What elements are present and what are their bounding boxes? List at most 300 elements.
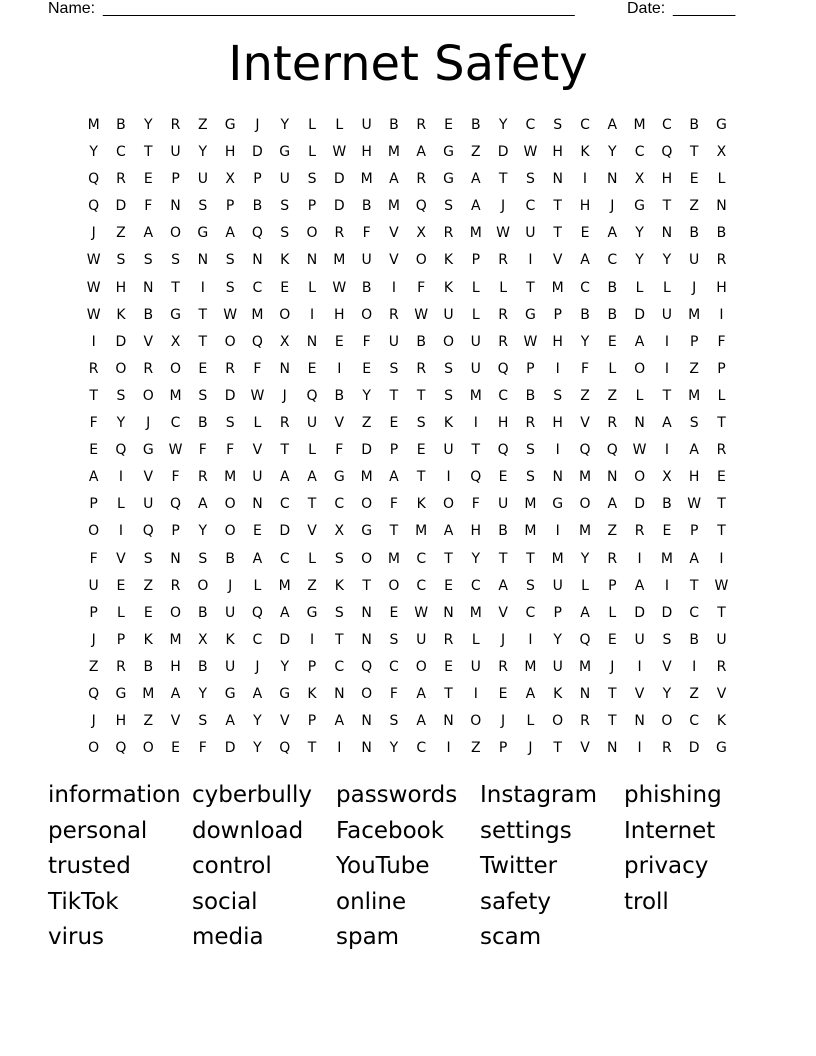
grid-letter: I — [555, 442, 560, 459]
grid-letter: C — [634, 144, 645, 161]
grid-letter: W — [687, 496, 702, 513]
grid-letter: I — [391, 279, 396, 296]
grid-letter: T — [717, 415, 726, 432]
grid-letter: E — [171, 740, 180, 757]
grid-letter: R — [525, 415, 536, 432]
grid-letter: I — [118, 523, 124, 540]
grid-letter: E — [389, 415, 399, 432]
grid-letter: U — [552, 658, 563, 675]
grid-letter: N — [306, 333, 318, 350]
grid-letter: I — [637, 550, 642, 567]
grid-letter: F — [144, 198, 153, 215]
grid-letter: M — [387, 198, 400, 215]
grid-letter: Q — [88, 198, 100, 215]
grid-letter: R — [416, 171, 427, 188]
grid-letter: N — [306, 252, 318, 269]
grid-letter: T — [526, 279, 535, 296]
grid-letter: T — [662, 387, 672, 404]
grid-letter: V — [279, 713, 290, 730]
grid-letter: J — [228, 577, 233, 594]
grid-letter: S — [225, 279, 235, 296]
grid-letter: I — [637, 658, 642, 675]
grid-letter: G — [142, 442, 154, 459]
grid-letter: Q — [251, 604, 263, 621]
grid-letter: T — [444, 685, 453, 702]
grid-letter: V — [116, 550, 126, 567]
name-blank[interactable]: _____________________________________________________ — [103, 0, 575, 17]
grid-letter: M — [551, 279, 564, 296]
grid-letter: M — [142, 685, 155, 702]
grid-letter: Q — [251, 333, 263, 350]
grid-letter: J — [91, 631, 96, 648]
grid-letter: O — [442, 496, 455, 513]
grid-letter: A — [662, 415, 672, 432]
grid-letter: T — [335, 631, 344, 648]
grid-letter: Q — [115, 740, 127, 757]
grid-letter: Z — [88, 658, 99, 675]
grid-letter: V — [143, 333, 154, 350]
grid-letter: U — [361, 252, 372, 269]
grid-letter: O — [470, 713, 482, 730]
grid-letter: V — [389, 225, 399, 242]
grid-letter: A — [198, 496, 208, 513]
grid-letter: H — [470, 523, 482, 540]
grid-letter: O — [115, 360, 127, 377]
grid-letter: D — [279, 631, 291, 648]
grid-letter: M — [360, 171, 373, 188]
grid-letter: S — [116, 387, 126, 404]
grid-letter: U — [225, 658, 236, 675]
grid-letter: H — [661, 171, 673, 188]
grid-letter: W — [168, 442, 183, 459]
grid-letter: M — [578, 523, 592, 540]
grid-letter: Z — [143, 577, 154, 594]
date-blank[interactable]: _______ — [673, 0, 736, 17]
grid-letter: A — [580, 252, 590, 269]
grid-letter: Y — [662, 252, 672, 269]
grid-letter: S — [307, 171, 317, 188]
grid-letter: E — [662, 523, 672, 540]
grid-letter: A — [416, 685, 426, 702]
grid-letter: Z — [607, 523, 618, 540]
grid-letter: F — [89, 415, 98, 432]
grid-letter: T — [498, 171, 508, 188]
grid-letter: Q — [306, 387, 318, 404]
grid-letter: M — [469, 225, 482, 242]
letter-grid — [80, 112, 735, 762]
grid-letter: P — [389, 442, 399, 459]
grid-letter: D — [115, 333, 127, 350]
grid-letter: T — [171, 279, 180, 296]
grid-letter: C — [580, 117, 590, 133]
grid-letter: E — [444, 658, 453, 675]
grid-letter: B — [662, 496, 672, 513]
grid-letter: G — [279, 144, 291, 161]
grid-letter: S — [444, 387, 453, 404]
grid-letter: N — [552, 469, 563, 486]
grid-letter: S — [525, 442, 535, 459]
grid-letter: U — [470, 333, 481, 350]
grid-letter: L — [471, 631, 480, 648]
grid-letter: N — [361, 604, 372, 621]
grid-letter: U — [197, 171, 208, 188]
grid-letter: S — [525, 171, 535, 188]
grid-letter: T — [143, 144, 153, 161]
grid-letter: Q — [142, 523, 154, 540]
grid-letter: R — [607, 550, 618, 567]
grid-letter: B — [525, 387, 536, 404]
grid-letter: A — [416, 144, 426, 161]
grid-letter: C — [116, 144, 126, 161]
grid-letter: T — [717, 496, 726, 513]
grid-letter: G — [716, 740, 727, 757]
grid-letter: B — [116, 117, 126, 133]
grid-letter: M — [251, 306, 264, 323]
grid-letter: G — [443, 171, 454, 188]
grid-letter: X — [279, 333, 290, 350]
grid-letter: B — [389, 117, 399, 133]
grid-letter: Z — [580, 387, 590, 404]
grid-letter: U — [361, 117, 372, 133]
grid-letter: H — [716, 279, 727, 296]
grid-letter: T — [280, 442, 289, 459]
grid-letter: T — [553, 225, 562, 242]
grid-letter: S — [225, 415, 235, 432]
word-bank-item: Internet — [624, 817, 716, 844]
grid-letter: Y — [89, 144, 98, 161]
grid-letter: D — [252, 144, 263, 161]
grid-letter: U — [252, 469, 263, 486]
grid-letter: T — [608, 713, 617, 730]
grid-letter: P — [553, 306, 562, 323]
grid-letter: N — [607, 740, 618, 757]
grid-letter: P — [689, 333, 699, 350]
grid-letter: T — [444, 550, 453, 567]
grid-letter: O — [170, 604, 182, 621]
grid-letter: P — [553, 604, 562, 621]
grid-letter: H — [552, 333, 563, 350]
grid-letter: Z — [607, 387, 618, 404]
grid-letter: R — [389, 306, 399, 323]
grid-letter: F — [389, 685, 398, 702]
grid-letter: V — [307, 523, 317, 540]
grid-letter: M — [660, 550, 673, 567]
grid-letter: P — [253, 171, 262, 188]
grid-letter: H — [552, 415, 563, 432]
grid-letter: S — [389, 631, 399, 648]
grid-letter: L — [499, 279, 507, 296]
grid-letter: I — [309, 631, 315, 648]
grid-letter: H — [170, 658, 181, 675]
grid-letter: Y — [635, 225, 644, 242]
grid-letter: Q — [88, 171, 100, 188]
grid-letter: M — [551, 550, 564, 567]
grid-letter: Q — [361, 658, 373, 675]
grid-letter: G — [443, 144, 454, 161]
grid-letter: C — [170, 415, 181, 432]
grid-letter: S — [334, 550, 344, 567]
grid-letter: F — [717, 333, 726, 350]
grid-letter: T — [526, 550, 535, 567]
grid-letter: M — [524, 523, 537, 540]
grid-letter: Z — [198, 117, 208, 133]
grid-letter: Z — [143, 713, 154, 730]
grid-letter: U — [279, 171, 290, 188]
grid-letter: U — [552, 577, 563, 594]
grid-letter: T — [389, 523, 399, 540]
grid-letter: X — [198, 631, 208, 648]
grid-letter: U — [143, 496, 154, 513]
grid-letter: H — [115, 279, 127, 296]
grid-letter: A — [689, 550, 699, 567]
grid-letter: P — [608, 577, 617, 594]
grid-letter: T — [307, 496, 317, 513]
grid-letter: V — [143, 469, 154, 486]
grid-letter: S — [198, 713, 208, 730]
grid-letter: Q — [279, 740, 291, 757]
grid-letter: L — [717, 171, 726, 188]
grid-letter: M — [333, 252, 346, 269]
grid-letter: R — [607, 415, 618, 432]
grid-letter: O — [552, 713, 564, 730]
grid-letter: U — [306, 415, 318, 432]
grid-letter: G — [115, 685, 127, 702]
grid-letter: M — [688, 387, 701, 404]
grid-letter: D — [688, 740, 700, 757]
grid-letter: L — [253, 577, 262, 594]
grid-letter: O — [361, 685, 373, 702]
word-bank-item: information — [48, 782, 181, 808]
grid-letter: F — [580, 360, 590, 377]
grid-letter: J — [501, 631, 506, 648]
grid-letter: N — [143, 279, 154, 296]
grid-letter: Y — [498, 117, 508, 133]
grid-letter: A — [225, 225, 235, 242]
grid-letter: O — [88, 523, 100, 540]
grid-letter: N — [443, 713, 454, 730]
grid-letter: N — [361, 713, 372, 730]
grid-letter: E — [89, 442, 99, 459]
grid-letter: R — [143, 360, 154, 377]
grid-letter: C — [689, 604, 700, 621]
grid-letter: E — [253, 523, 262, 540]
grid-letter: O — [442, 333, 455, 350]
word-bank-item: social — [192, 888, 258, 915]
grid-letter: P — [717, 360, 726, 377]
grid-letter: J — [501, 198, 506, 215]
grid-letter: L — [253, 415, 262, 432]
grid-letter: I — [309, 306, 315, 323]
word-bank-item: virus — [48, 924, 105, 950]
grid-letter: V — [252, 442, 263, 459]
grid-letter: K — [280, 252, 290, 269]
grid-letter: O — [361, 306, 373, 323]
grid-letter: U — [443, 306, 454, 323]
grid-letter: O — [170, 360, 182, 377]
grid-letter: A — [252, 685, 263, 702]
grid-letter: K — [143, 631, 153, 648]
grid-letter: Y — [253, 713, 262, 730]
grid-letter: L — [117, 496, 125, 513]
grid-letter: C — [525, 117, 536, 133]
grid-letter: B — [689, 117, 699, 133]
grid-letter: M — [224, 469, 237, 486]
grid-letter: L — [308, 550, 316, 567]
grid-letter: Y — [198, 523, 208, 540]
grid-letter: A — [143, 225, 154, 242]
grid-letter: C — [389, 658, 399, 675]
grid-letter: U — [470, 658, 481, 675]
grid-letter: R — [498, 306, 508, 323]
grid-letter: E — [444, 117, 453, 133]
grid-letter: I — [664, 333, 669, 350]
grid-letter: R — [170, 577, 181, 594]
grid-letter: Z — [689, 685, 699, 702]
grid-letter: R — [716, 442, 727, 459]
grid-letter: Z — [689, 360, 699, 377]
grid-letter: J — [255, 658, 260, 675]
word-bank-item: settings — [480, 817, 572, 844]
grid-letter: I — [664, 360, 669, 377]
grid-letter: Q — [170, 496, 182, 513]
grid-letter: E — [416, 442, 426, 459]
grid-letter: L — [581, 577, 589, 594]
grid-letter: V — [716, 685, 727, 702]
grid-letter: C — [498, 387, 508, 404]
grid-letter: T — [717, 604, 726, 621]
grid-letter: W — [496, 225, 511, 242]
grid-letter: N — [716, 198, 727, 215]
grid-letter: O — [579, 496, 591, 513]
grid-letter: C — [334, 496, 345, 513]
grid-letter: O — [634, 469, 646, 486]
grid-letter: B — [498, 523, 508, 540]
grid-letter: X — [716, 144, 727, 161]
grid-letter: O — [415, 252, 427, 269]
grid-letter: B — [252, 198, 263, 215]
grid-letter: E — [717, 469, 726, 486]
grid-letter: B — [689, 225, 699, 242]
grid-letter: V — [634, 685, 645, 702]
grid-letter: O — [661, 713, 673, 730]
grid-letter: W — [250, 387, 265, 404]
grid-letter: O — [142, 740, 154, 757]
grid-letter: H — [579, 198, 591, 215]
grid-letter: P — [689, 523, 699, 540]
grid-letter: K — [116, 306, 126, 323]
grid-letter: P — [89, 496, 98, 513]
word-bank-item: passwords — [336, 782, 458, 808]
grid-letter: D — [661, 604, 673, 621]
grid-letter: P — [307, 658, 317, 675]
grid-letter: M — [633, 117, 646, 133]
grid-letter: B — [607, 279, 618, 296]
grid-letter: K — [334, 577, 344, 594]
grid-letter: O — [142, 387, 154, 404]
grid-letter: G — [197, 225, 209, 242]
grid-letter: S — [389, 713, 399, 730]
grid-letter: L — [308, 144, 316, 161]
grid-letter: W — [714, 577, 729, 594]
grid-letter: C — [252, 631, 263, 648]
grid-letter: I — [637, 740, 642, 757]
grid-letter: R — [334, 225, 345, 242]
grid-letter: R — [170, 117, 181, 133]
grid-letter: A — [334, 713, 345, 730]
word-bank-item: scam — [480, 924, 542, 950]
grid-letter: R — [88, 360, 99, 377]
word-bank-item: trusted — [48, 853, 131, 879]
grid-letter: T — [608, 685, 617, 702]
grid-letter: G — [634, 198, 646, 215]
grid-letter: I — [337, 360, 342, 377]
grid-letter: X — [334, 523, 345, 540]
grid-letter: S — [416, 415, 426, 432]
grid-letter: P — [526, 360, 535, 377]
word-bank-item: download — [192, 817, 304, 844]
grid-letter: J — [610, 658, 615, 675]
grid-letter: J — [146, 415, 151, 432]
grid-letter: Y — [389, 740, 399, 757]
word-bank-item: TikTok — [48, 888, 119, 915]
grid-letter: C — [252, 279, 263, 296]
grid-letter: R — [225, 360, 235, 377]
grid-letter: E — [307, 360, 317, 377]
grid-letter: W — [523, 144, 538, 161]
grid-letter: Y — [580, 333, 590, 350]
grid-letter: P — [225, 198, 235, 215]
grid-letter: O — [415, 658, 427, 675]
grid-letter: D — [333, 198, 345, 215]
word-bank-item: Facebook — [336, 817, 445, 844]
grid-letter: H — [334, 306, 345, 323]
grid-letter: U — [661, 306, 672, 323]
grid-letter: F — [253, 360, 262, 377]
grid-letter: Z — [471, 740, 481, 757]
grid-letter: S — [334, 604, 344, 621]
grid-letter: I — [719, 306, 724, 323]
grid-letter: P — [171, 523, 180, 540]
grid-letter: I — [446, 740, 451, 757]
grid-letter: M — [524, 658, 537, 675]
grid-letter: I — [528, 252, 533, 269]
grid-letter: A — [389, 171, 399, 188]
grid-letter: C — [416, 550, 427, 567]
grid-letter: U — [525, 225, 536, 242]
grid-letter: N — [279, 360, 290, 377]
grid-letter: D — [361, 442, 372, 459]
grid-letter: A — [88, 469, 99, 486]
grid-letter: L — [635, 279, 644, 296]
grid-letter: T — [498, 550, 508, 567]
grid-letter: H — [688, 469, 700, 486]
grid-letter: R — [662, 740, 672, 757]
grid-letter: B — [361, 198, 372, 215]
grid-letter: A — [279, 604, 290, 621]
grid-letter: A — [471, 198, 481, 215]
grid-letter: C — [689, 713, 700, 730]
grid-letter: M — [87, 117, 100, 133]
grid-letter: W — [332, 144, 347, 161]
grid-letter: E — [143, 604, 153, 621]
word-bank-item: media — [192, 924, 264, 950]
grid-letter: N — [361, 740, 372, 757]
grid-letter: T — [362, 577, 371, 594]
grid-letter: Z — [307, 577, 317, 594]
grid-letter: K — [443, 279, 454, 296]
grid-letter: C — [416, 577, 427, 594]
grid-letter: V — [580, 415, 590, 432]
